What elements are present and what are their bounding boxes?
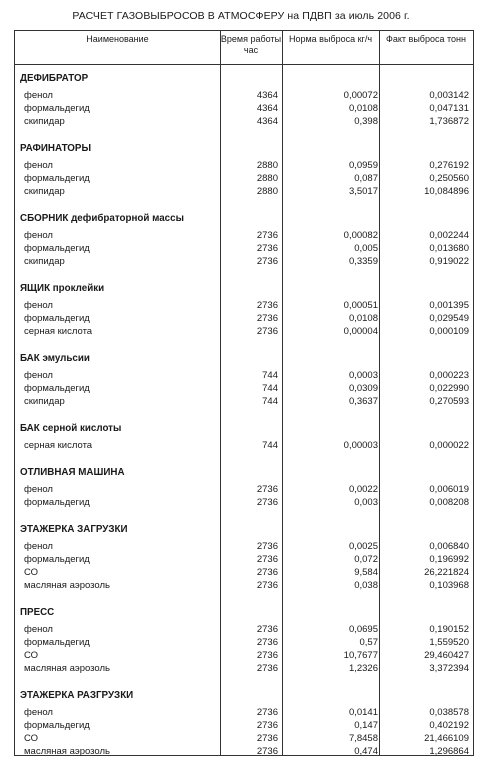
operating-hours: 2736 xyxy=(256,567,278,578)
operating-hours: 2736 xyxy=(256,746,278,757)
substance-name: серная кислота xyxy=(24,440,93,451)
operating-hours: 2736 xyxy=(256,624,278,635)
section-header xyxy=(15,524,473,537)
emission-fact: 0,402192 xyxy=(429,720,469,731)
table-row xyxy=(15,733,473,746)
substance-name: скипидар xyxy=(24,256,65,267)
emission-norm: 1,2326 xyxy=(348,663,378,674)
header-fact: Факт выброса тонн xyxy=(386,34,466,44)
emission-fact: 0,919022 xyxy=(429,256,469,267)
section-title: РАФИНАТОРЫ xyxy=(20,143,92,154)
substance-name: фенол xyxy=(24,624,53,635)
table-row xyxy=(15,707,473,720)
substance-name: масляная аэрозоль xyxy=(24,746,110,757)
emission-norm: 9,584 xyxy=(354,567,378,578)
table-row xyxy=(15,484,473,497)
section-header xyxy=(15,467,473,480)
emission-fact: 0,103968 xyxy=(429,580,469,591)
emission-fact: 0,002244 xyxy=(429,230,469,241)
table-row xyxy=(15,497,473,510)
emissions-table xyxy=(14,30,474,756)
emission-norm: 0,003 xyxy=(354,497,378,508)
table-row xyxy=(15,567,473,580)
emission-norm: 3,5017 xyxy=(348,186,378,197)
emission-norm: 0,00072 xyxy=(343,90,378,101)
table-row xyxy=(15,440,473,453)
operating-hours: 2736 xyxy=(256,243,278,254)
table-row xyxy=(15,720,473,733)
emission-fact: 0,000022 xyxy=(429,440,469,451)
table-row xyxy=(15,256,473,269)
substance-name: формальдегид xyxy=(24,554,90,565)
operating-hours: 2736 xyxy=(256,554,278,565)
table-row xyxy=(15,90,473,103)
table-row xyxy=(15,554,473,567)
section-title: БАК серной кислоты xyxy=(20,423,122,434)
operating-hours: 2880 xyxy=(256,173,278,184)
emission-fact: 26,221824 xyxy=(424,567,469,578)
table-row xyxy=(15,746,473,759)
section-title: БАК эмульсии xyxy=(20,353,90,364)
substance-name: скипидар xyxy=(24,116,65,127)
section-title: ОТЛИВНАЯ МАШИНА xyxy=(20,467,125,478)
operating-hours: 744 xyxy=(262,383,278,394)
operating-hours: 2736 xyxy=(256,663,278,674)
substance-name: масляная аэрозоль xyxy=(24,663,110,674)
substance-name: фенол xyxy=(24,300,53,311)
operating-hours: 2736 xyxy=(256,497,278,508)
document-title: РАСЧЕТ ГАЗОВЫБРОСОВ В АТМОСФЕРУ на ПДВП за июль 2006 г. xyxy=(72,10,410,22)
section-header xyxy=(15,283,473,296)
operating-hours: 2736 xyxy=(256,707,278,718)
operating-hours: 4364 xyxy=(256,103,278,114)
substance-name: фенол xyxy=(24,90,53,101)
section-title: ЭТАЖЕРКА РАЗГРУЗКИ xyxy=(20,690,134,701)
table-row xyxy=(15,116,473,129)
substance-name: фенол xyxy=(24,370,53,381)
emission-fact: 0,006019 xyxy=(429,484,469,495)
section-title: ДЕФИБРАТОР xyxy=(20,73,89,84)
substance-name: формальдегид xyxy=(24,383,90,394)
operating-hours: 2736 xyxy=(256,256,278,267)
emission-norm: 10,7677 xyxy=(343,650,378,661)
table-row xyxy=(15,243,473,256)
emission-fact: 0,022990 xyxy=(429,383,469,394)
section-title: ПРЕСС xyxy=(20,607,55,618)
emission-fact: 0,029549 xyxy=(429,313,469,324)
substance-name: серная кислота xyxy=(24,326,93,337)
table-row xyxy=(15,663,473,676)
substance-name: фенол xyxy=(24,541,53,552)
table-row xyxy=(15,637,473,650)
operating-hours: 2736 xyxy=(256,326,278,337)
header-time: Время работы час xyxy=(220,34,282,55)
emission-norm: 0,087 xyxy=(354,173,378,184)
section-header xyxy=(15,143,473,156)
emission-norm: 0,00082 xyxy=(343,230,378,241)
emission-fact: 1,736872 xyxy=(429,116,469,127)
substance-name: фенол xyxy=(24,484,53,495)
emission-norm: 0,005 xyxy=(354,243,378,254)
section-title: СБОРНИК дефибраторной массы xyxy=(20,213,184,224)
emission-fact: 0,196992 xyxy=(429,554,469,565)
emission-norm: 0,3359 xyxy=(348,256,378,267)
emission-norm: 0,0022 xyxy=(348,484,378,495)
operating-hours: 744 xyxy=(262,396,278,407)
operating-hours: 2736 xyxy=(256,733,278,744)
operating-hours: 4364 xyxy=(256,116,278,127)
operating-hours: 4364 xyxy=(256,90,278,101)
emission-fact: 0,000109 xyxy=(429,326,469,337)
emission-fact: 0,250560 xyxy=(429,173,469,184)
emission-norm: 0,0309 xyxy=(348,383,378,394)
substance-name: формальдегид xyxy=(24,497,90,508)
emission-fact: 0,006840 xyxy=(429,541,469,552)
section-header xyxy=(15,213,473,226)
section-title: ЭТАЖЕРКА ЗАГРУЗКИ xyxy=(20,524,128,535)
emission-fact: 0,008208 xyxy=(429,497,469,508)
emission-fact: 0,003142 xyxy=(429,90,469,101)
emission-norm: 0,0108 xyxy=(348,313,378,324)
emission-norm: 7,8458 xyxy=(348,733,378,744)
table-row xyxy=(15,650,473,663)
emission-fact: 0,038578 xyxy=(429,707,469,718)
substance-name: скипидар xyxy=(24,186,65,197)
substance-name: формальдегид xyxy=(24,720,90,731)
emission-norm: 0,0108 xyxy=(348,103,378,114)
table-row xyxy=(15,396,473,409)
table-row xyxy=(15,173,473,186)
table-row xyxy=(15,186,473,199)
emission-fact: 0,001395 xyxy=(429,300,469,311)
substance-name: масляная аэрозоль xyxy=(24,580,110,591)
table-row xyxy=(15,326,473,339)
table-row xyxy=(15,624,473,637)
emission-fact: 0,276192 xyxy=(429,160,469,171)
emission-norm: 0,474 xyxy=(354,746,378,757)
header-norm: Норма выброса кг/ч xyxy=(288,34,373,44)
header-name: Наименование xyxy=(86,34,149,44)
substance-name: формальдегид xyxy=(24,173,90,184)
header-divider xyxy=(15,64,473,65)
operating-hours: 2880 xyxy=(256,160,278,171)
operating-hours: 2736 xyxy=(256,650,278,661)
emission-norm: 0,0695 xyxy=(348,624,378,635)
section-header xyxy=(15,73,473,86)
table-row xyxy=(15,230,473,243)
emission-fact: 1,296864 xyxy=(429,746,469,757)
emission-fact: 0,270593 xyxy=(429,396,469,407)
substance-name: скипидар xyxy=(24,396,65,407)
operating-hours: 2880 xyxy=(256,186,278,197)
table-row xyxy=(15,580,473,593)
emission-fact: 0,000223 xyxy=(429,370,469,381)
operating-hours: 2736 xyxy=(256,300,278,311)
substance-name: фенол xyxy=(24,160,53,171)
emission-norm: 0,0959 xyxy=(348,160,378,171)
section-title: ЯЩИК проклейки xyxy=(20,283,105,294)
substance-name: СО xyxy=(24,567,39,578)
emission-norm: 0,00004 xyxy=(343,326,378,337)
emission-norm: 0,57 xyxy=(359,637,378,648)
operating-hours: 744 xyxy=(262,370,278,381)
emission-norm: 0,0025 xyxy=(348,541,378,552)
emission-norm: 0,147 xyxy=(354,720,378,731)
operating-hours: 2736 xyxy=(256,720,278,731)
section-header xyxy=(15,353,473,366)
section-header xyxy=(15,607,473,620)
emission-fact: 0,190152 xyxy=(429,624,469,635)
operating-hours: 744 xyxy=(262,440,278,451)
table-row xyxy=(15,383,473,396)
substance-name: формальдегид xyxy=(24,243,90,254)
substance-name: формальдегид xyxy=(24,637,90,648)
emission-norm: 0,00051 xyxy=(343,300,378,311)
table-row xyxy=(15,103,473,116)
emission-norm: 0,398 xyxy=(354,116,378,127)
section-header xyxy=(15,423,473,436)
operating-hours: 2736 xyxy=(256,313,278,324)
emission-norm: 0,00003 xyxy=(343,440,378,451)
emission-norm: 0,038 xyxy=(354,580,378,591)
substance-name: СО xyxy=(24,650,39,661)
substance-name: СО xyxy=(24,733,39,744)
table-row xyxy=(15,300,473,313)
emission-fact: 29,460427 xyxy=(424,650,469,661)
emission-norm: 0,072 xyxy=(354,554,378,565)
emission-norm: 0,0003 xyxy=(348,370,378,381)
table-row xyxy=(15,541,473,554)
table-row xyxy=(15,313,473,326)
emission-fact: 0,013680 xyxy=(429,243,469,254)
emission-norm: 0,3637 xyxy=(348,396,378,407)
substance-name: формальдегид xyxy=(24,103,90,114)
table-row xyxy=(15,370,473,383)
substance-name: формальдегид xyxy=(24,313,90,324)
emission-fact: 21,466109 xyxy=(424,733,469,744)
substance-name: фенол xyxy=(24,707,53,718)
table-row xyxy=(15,160,473,173)
operating-hours: 2736 xyxy=(256,484,278,495)
emission-norm: 0,0141 xyxy=(348,707,378,718)
emission-fact: 1,559520 xyxy=(429,637,469,648)
substance-name: фенол xyxy=(24,230,53,241)
operating-hours: 2736 xyxy=(256,541,278,552)
emission-fact: 0,047131 xyxy=(429,103,469,114)
section-header xyxy=(15,690,473,703)
emission-fact: 3,372394 xyxy=(429,663,469,674)
operating-hours: 2736 xyxy=(256,580,278,591)
emission-fact: 10,084896 xyxy=(424,186,469,197)
operating-hours: 2736 xyxy=(256,230,278,241)
operating-hours: 2736 xyxy=(256,637,278,648)
